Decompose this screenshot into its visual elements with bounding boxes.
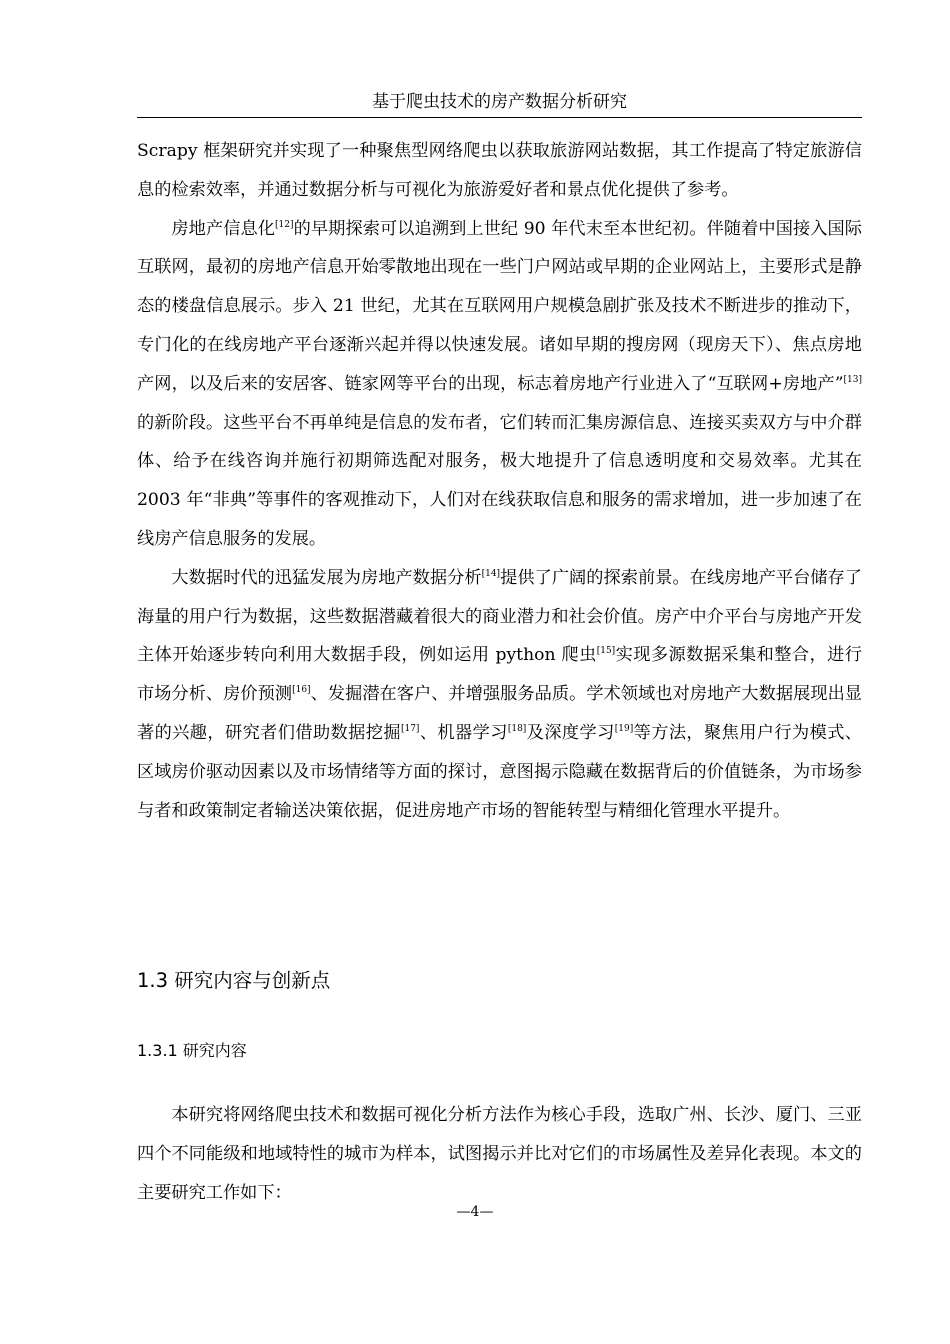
citation-17: [17]: [400, 723, 420, 734]
body-text-bottom: [137, 1096, 862, 1212]
citation-18: [18]: [507, 723, 527, 734]
text-run: 提供了广阔的探索前景。在线房地产平台储存了海量的用户行为数据，这些数据潜藏着很大的商业潜力和社会价值。房产中介平台与房地产开发主体开始逐步转向利用大数据手段，例如运用 python 爬虫: [137, 567, 862, 666]
text-run: 及深度学习: [526, 722, 615, 743]
running-header: 基于爬虫技术的房产数据分析研究: [137, 90, 862, 118]
citation-19: [19]: [614, 723, 634, 734]
text-run: 大数据时代的迅猛发展为房地产数据分析: [171, 567, 482, 588]
citation-16: [16]: [292, 684, 311, 695]
body-text-top: [137, 132, 862, 830]
text-run: 房地产信息化: [171, 218, 276, 239]
page-number: —4—: [456, 1204, 494, 1220]
paragraph-research-content: 本研究将网络爬虫技术和数据可视化分析方法作为核心手段，选取广州、长沙、厦门、三亚四个不同能级和地域特性的城市为样本，试图揭示并比对它们的市场属性及差异化表现。本文的主要研究工作如下：: [137, 1105, 862, 1203]
text-run: 的新阶段。这些平台不再单纯是信息的发布者，它们转而汇集房源信息、连接买卖双方与中介群体、给予在线咨询并施行初期筛选配对服务，极大地提升了信息透明度和交易效率。尤其在 2003 年“非典”等事件的客观推动下，人们对在线获取信息和服务的需求增加，进一步加速了在线房产信息服务的发展。: [137, 412, 862, 549]
citation-12: [12]: [275, 219, 294, 230]
section-heading: 1.3 研究内容与创新点: [137, 969, 331, 992]
paragraph-big-data: [137, 559, 862, 831]
citation-15: [15]: [596, 646, 616, 657]
paragraph-real-estate-informatization: [137, 210, 862, 559]
text-run: 等方法，聚焦用户行为模式、区域房价驱动因素以及市场情绪等方面的探讨，意图揭示隐藏在数据背后的价值链条，为市场参与者和政策制定者输送决策依据，促进房地产市场的智能转型与精细化管理水平提升。: [137, 722, 862, 821]
paragraph-scrapy: Scrapy 框架研究并实现了一种聚焦型网络爬虫以获取旅游网站数据，其工作提高了特定旅游信息的检索效率，并通过数据分析与可视化为旅游爱好者和景点优化提供了参考。: [137, 141, 862, 200]
text-run: 、发掘潜在客户、并增强服务品质。学术领域也对房地产大数据展现出显著的兴趣，研究者们借助数据挖掘: [137, 684, 862, 743]
text-run: 的早期探索可以追溯到上世纪 90 年代末至本世纪初。伴随着中国接入国际互联网，最初的房地产信息开始零散地出现在一些门户网站或早期的企业网站上，主要形式是静态的楼盘信息展示。步入 21 世纪，尤其在互联网用户规模急剧扩张及技术不断进步的推动下，专门化的在线房地产平台逐渐兴起并得以快速发展。诸如早期的搜房网（现房天下）、焦点房地产网，以及后来的安居客、链家网等平台的出现，标志着房地产行业进入了“互联网+房地产”: [137, 218, 862, 394]
text-run: 实现多源数据采集和整合，进行市场分析、房价预测: [137, 645, 862, 705]
citation-14: [14]: [481, 568, 501, 579]
citation-13: [13]: [843, 374, 862, 385]
text-run: 、机器学习: [419, 722, 508, 743]
subsection-heading: 1.3.1 研究内容: [137, 1041, 247, 1060]
